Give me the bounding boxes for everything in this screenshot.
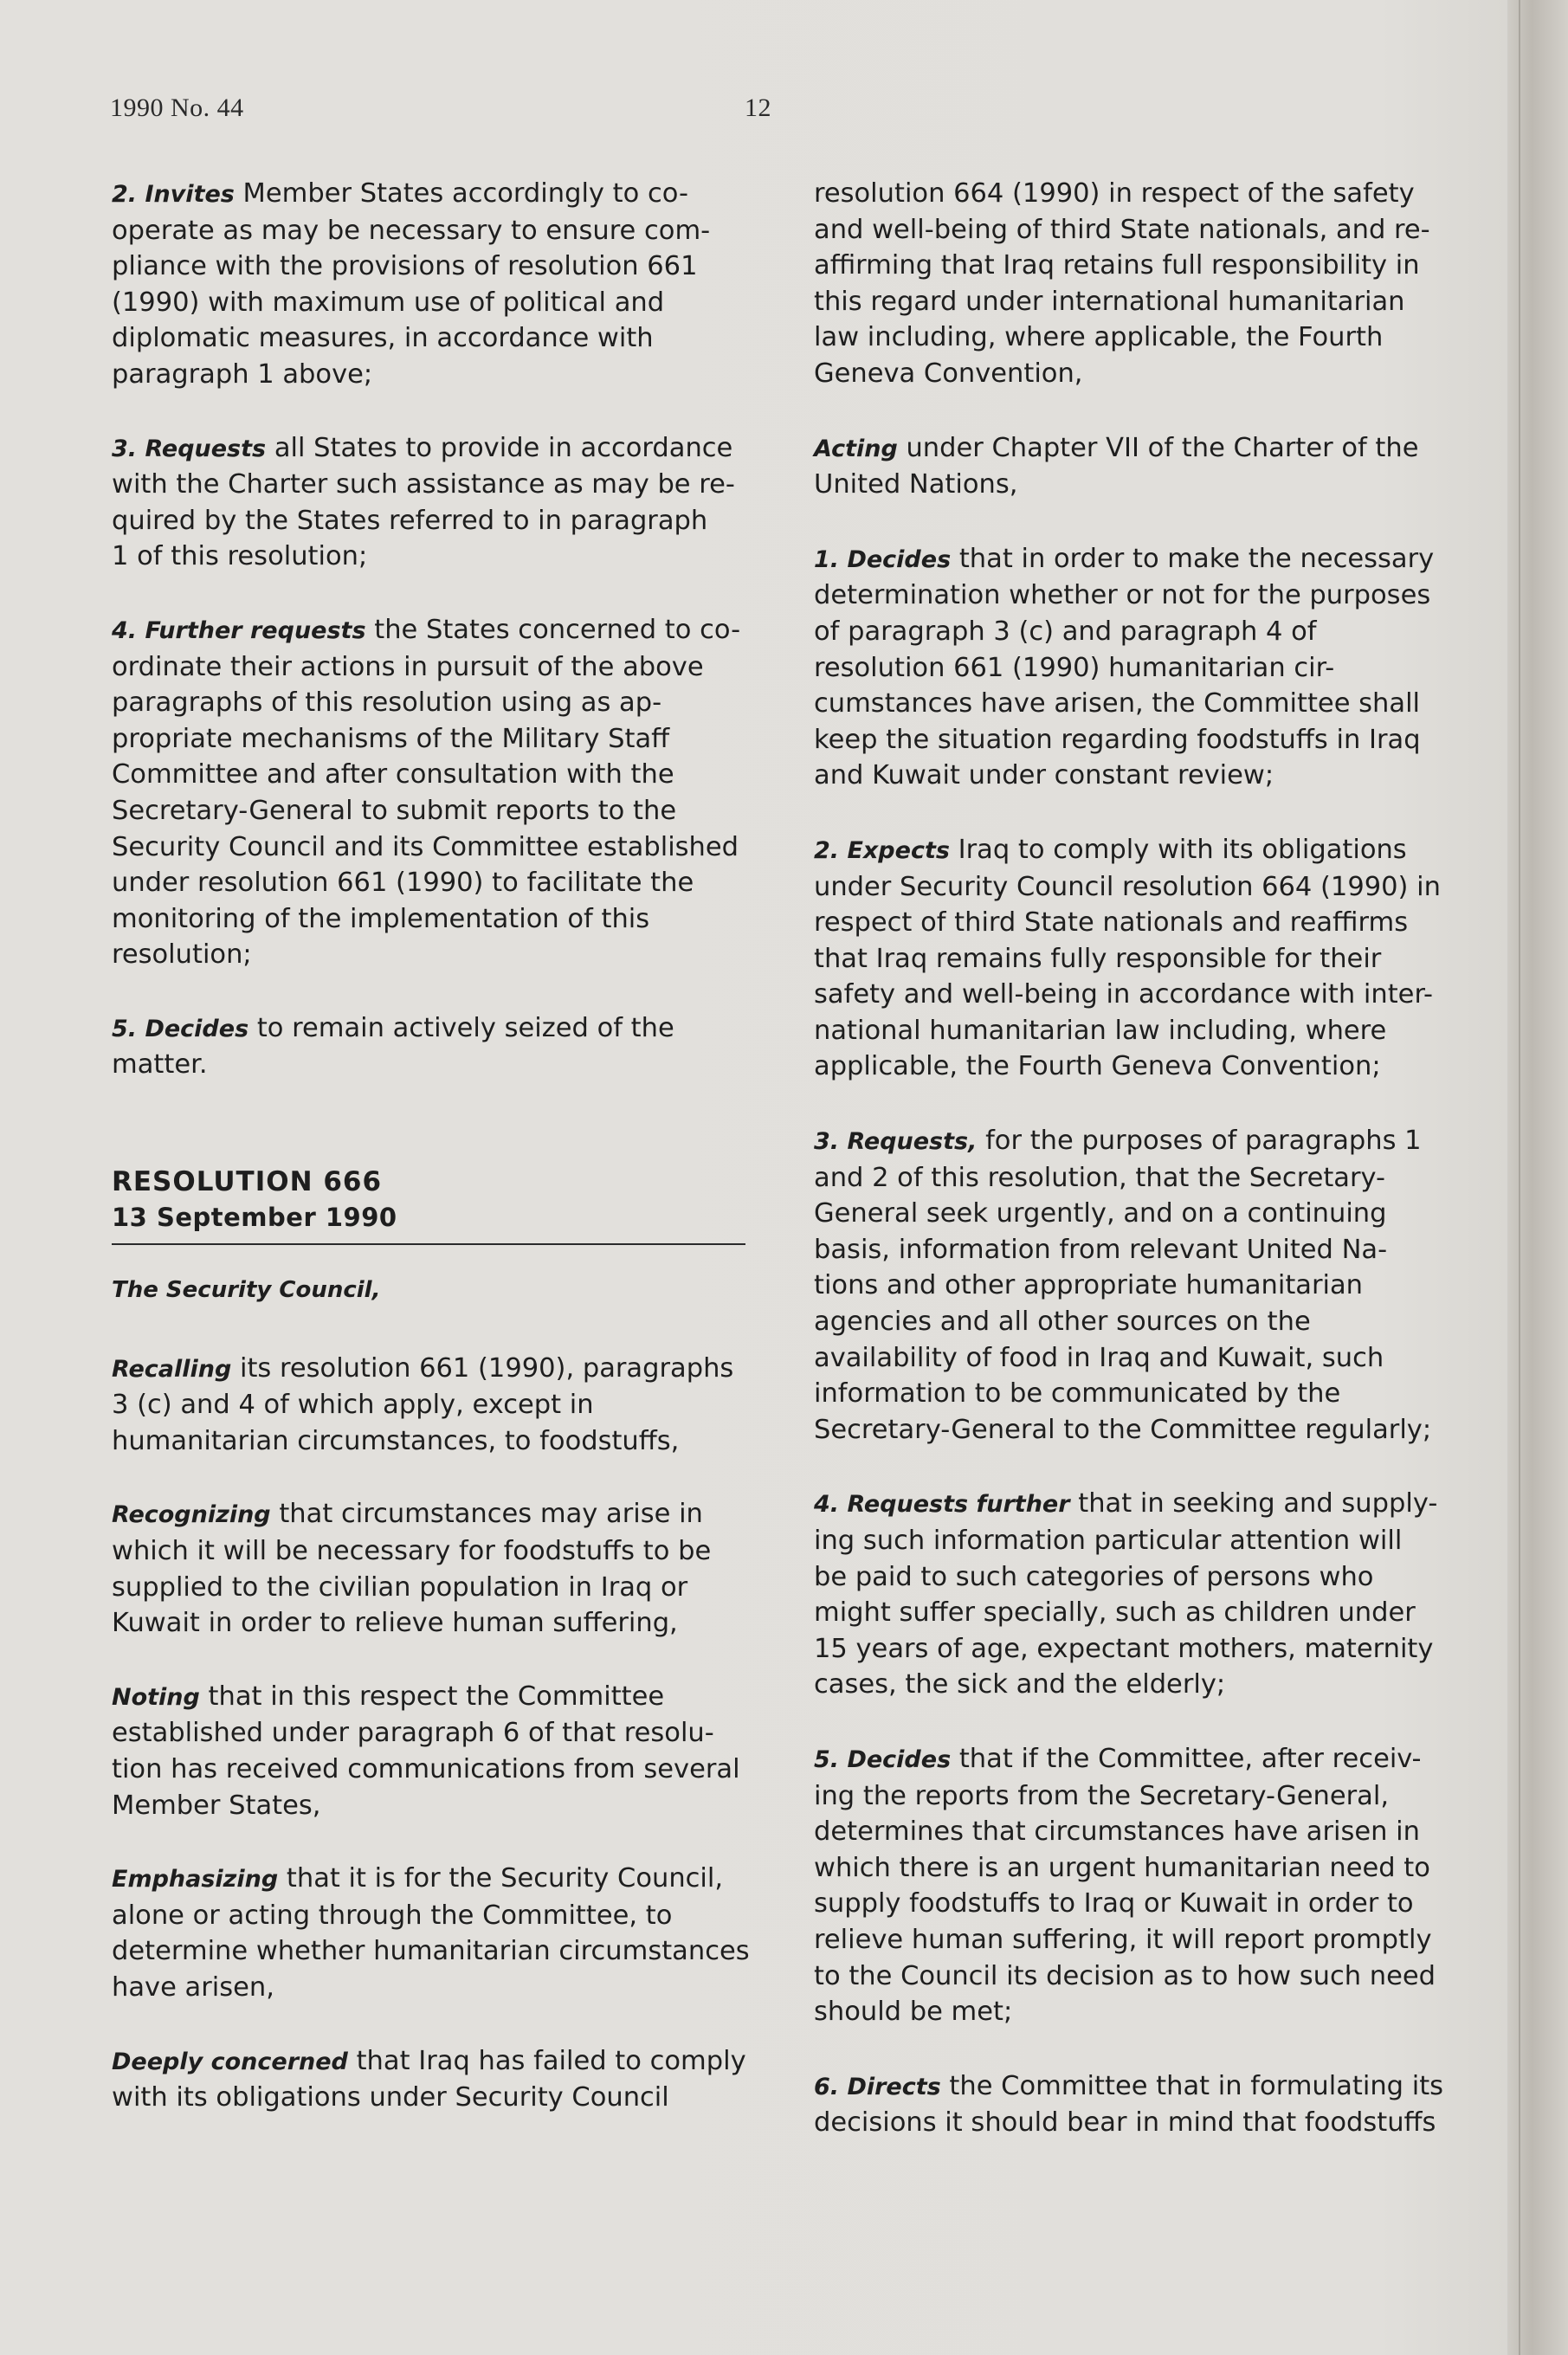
- text-line: [814, 319, 1455, 356]
- line-text: be paid to such categories of persons who: [814, 1561, 1374, 1592]
- line-text: cases, the sick and the elderly;: [814, 1669, 1226, 1700]
- line-text: to the Council its decision as to how such need: [814, 1960, 1436, 1991]
- paragraph-keyword: 3. Requests: [112, 435, 267, 462]
- text-line: [112, 357, 752, 393]
- text-line: [814, 356, 1455, 392]
- paragraph: [112, 1351, 752, 1460]
- year-number: 1990 No. 44: [110, 94, 244, 122]
- line-text: that Iraq has failed to comply: [347, 2045, 746, 2076]
- text-line: [814, 1523, 1455, 1559]
- text-line: [814, 1850, 1455, 1887]
- paragraph-keyword: Recalling: [112, 1355, 232, 1383]
- line-text: supplied to the civilian population in Iraq or: [112, 1571, 688, 1603]
- line-text: availability of food in Iraq and Kuwait, such: [814, 1342, 1384, 1373]
- text-line: [814, 1340, 1455, 1377]
- text-line: [814, 1958, 1455, 1995]
- text-line: [112, 1605, 752, 1642]
- paragraph-keyword: 4. Requests further: [814, 1491, 1070, 1519]
- text-line: [814, 832, 1455, 869]
- line-text: Member States,: [112, 1790, 321, 1821]
- paragraph: [112, 1861, 752, 2005]
- line-text: affirming that Iraq retains full responsibility in: [814, 250, 1420, 281]
- line-text: cumstances have arisen, the Committee shall: [814, 688, 1421, 719]
- line-text: 3 (c) and 4 of which apply, except in: [112, 1390, 594, 1421]
- text-line: [814, 1013, 1455, 1049]
- text-line: [814, 430, 1455, 468]
- line-text: Iraq to comply with its obligations: [949, 834, 1407, 865]
- line-text: decisions it should bear in mind that foodstuffs: [814, 2107, 1436, 2139]
- line-text: tions and other appropriate humanitarian: [814, 1270, 1364, 1301]
- text-line: [112, 685, 752, 721]
- line-text: operate as may be necessary to ensure com-: [112, 215, 711, 246]
- resolution-title: RESOLUTION 666: [112, 1166, 383, 1198]
- line-text: under Chapter VII of the Charter of the: [897, 432, 1419, 463]
- text-line: [814, 577, 1455, 614]
- line-text: and 2 of this resolution, that the Secretary-: [814, 1162, 1386, 1193]
- line-text: law including, where applicable, the Fourth: [814, 322, 1384, 353]
- operative-paragraphs-left: [112, 176, 752, 1083]
- line-text: the Committee that in formulating its: [940, 2070, 1444, 2101]
- paragraph: [112, 176, 752, 393]
- line-text: Secretary-General to submit reports to the: [112, 795, 677, 826]
- binding-gutter: [1507, 0, 1568, 2355]
- line-text: tion has received communications from several: [112, 1754, 740, 1784]
- text-line: [112, 539, 752, 575]
- text-line: [814, 1778, 1455, 1815]
- line-text: under resolution 661 (1990) to facilitate the: [112, 868, 694, 899]
- text-line: [814, 869, 1455, 906]
- paragraph-keyword: 4. Further requests: [112, 616, 366, 644]
- text-line: [112, 1933, 752, 1970]
- text-line: [814, 1994, 1455, 2030]
- text-line: [814, 1741, 1455, 1778]
- line-text: ordinate their actions in pursuit of the above: [112, 651, 704, 682]
- line-text: General seek urgently, and on a continuing: [814, 1198, 1387, 1229]
- paragraph-keyword: Recognizing: [112, 1501, 271, 1529]
- paragraph-keyword: 1. Decides: [814, 545, 952, 573]
- line-text: this regard under international humanitarian: [814, 286, 1405, 317]
- line-text: might suffer specially, such as children under: [814, 1597, 1416, 1629]
- line-text: humanitarian circumstances, to foodstuffs,: [112, 1425, 680, 1456]
- text-line: [112, 1047, 752, 1083]
- text-line: [814, 1412, 1455, 1448]
- text-line: [112, 1351, 752, 1388]
- line-text: to remain actively seized of the: [248, 1012, 674, 1043]
- line-text: established under paragraph 6 of that resolu-: [112, 1718, 714, 1749]
- paragraph: [814, 2068, 1455, 2141]
- line-text: relieve human suffering, it will report promptly: [814, 1924, 1432, 1955]
- line-text: applicable, the Fourth Geneva Convention;: [814, 1051, 1381, 1082]
- text-line: [814, 2105, 1455, 2141]
- text-line: [112, 1570, 752, 1606]
- line-text: which there is an urgent humanitarian need to: [814, 1852, 1430, 1883]
- text-line: [814, 1667, 1455, 1703]
- paragraph: [112, 1010, 752, 1083]
- operative-paragraphs-right: [814, 176, 1455, 2141]
- line-text: Kuwait in order to relieve human suffering,: [112, 1608, 678, 1639]
- text-line: [814, 1123, 1455, 1160]
- text-line: [814, 1268, 1455, 1304]
- text-line: [112, 1387, 752, 1423]
- line-text: United Nations,: [814, 469, 1018, 500]
- paragraph-keyword: 6. Directs: [814, 2073, 941, 2100]
- line-text: determination whether or not for the purposes: [814, 580, 1431, 611]
- line-text: (1990) with maximum use of political and: [112, 287, 665, 318]
- line-text: with the Charter such assistance as may be re-: [112, 469, 735, 500]
- line-text: alone or acting through the Committee, to: [112, 1900, 673, 1931]
- line-text: supply foodstuffs to Iraq or Kuwait in order to: [814, 1888, 1414, 1919]
- line-text: that it is for the Security Council,: [278, 1863, 724, 1894]
- paragraph: [814, 832, 1455, 1085]
- line-text: information to be communicated by the: [814, 1378, 1341, 1410]
- paragraph: [814, 1741, 1455, 2030]
- text-line: [112, 649, 752, 686]
- text-line: [112, 865, 752, 901]
- text-line: [814, 1559, 1455, 1596]
- paragraph: [112, 612, 752, 973]
- paragraph: [112, 1496, 752, 1641]
- paragraph-keyword: 5. Decides: [814, 1745, 952, 1773]
- line-text: monitoring of the implementation of this: [112, 903, 650, 934]
- text-line: [112, 1970, 752, 2006]
- text-line: [112, 721, 752, 758]
- text-line: [112, 937, 752, 973]
- line-text: resolution;: [112, 939, 252, 971]
- text-line: [112, 430, 752, 468]
- paragraph: [814, 430, 1455, 503]
- line-text: Member States accordingly to co-: [234, 178, 688, 209]
- line-text: determines that circumstances have arisen in: [814, 1816, 1420, 1848]
- paragraph-keyword: 3. Requests,: [814, 1128, 978, 1156]
- text-line: [112, 1423, 752, 1460]
- line-text: pliance with the provisions of resolution 661: [112, 251, 698, 282]
- text-line: [814, 614, 1455, 650]
- line-text: Committee and after consultation with the: [112, 759, 674, 790]
- text-line: [814, 248, 1455, 284]
- text-line: [814, 176, 1455, 212]
- line-text: which it will be necessary for foodstuffs to be: [112, 1536, 712, 1567]
- text-line: [814, 650, 1455, 687]
- line-text: that in order to make the necessary: [951, 543, 1435, 574]
- line-text: keep the situation regarding foodstuffs in Iraq: [814, 724, 1421, 755]
- text-line: [112, 2043, 752, 2081]
- text-line: [112, 320, 752, 357]
- paragraph: [814, 1486, 1455, 1703]
- line-text: 15 years of age, expectant mothers, maternity: [814, 1633, 1434, 1664]
- paragraph-keyword: Deeply concerned: [112, 2048, 348, 2075]
- text-line: [814, 977, 1455, 1013]
- line-text: propriate mechanisms of the Military Staff: [112, 723, 670, 754]
- line-text: the States concerned to co-: [365, 614, 741, 645]
- text-line: [814, 1048, 1455, 1085]
- text-line: [112, 829, 752, 866]
- text-line: [814, 212, 1455, 248]
- line-text: Geneva Convention,: [814, 358, 1083, 389]
- line-text: that Iraq remains fully responsible for their: [814, 943, 1382, 974]
- line-text: with its obligations under Security Council: [112, 2082, 669, 2113]
- text-line: [814, 1814, 1455, 1850]
- line-text: ing such information particular attention will: [814, 1526, 1403, 1556]
- page-header: [110, 94, 1409, 128]
- paragraph: [814, 541, 1455, 794]
- paragraph: [814, 1123, 1455, 1448]
- text-line: [112, 1010, 752, 1048]
- line-text: resolution 661 (1990) humanitarian cir-: [814, 652, 1335, 683]
- paragraph-keyword: Emphasizing: [112, 1866, 279, 1894]
- text-line: [112, 901, 752, 938]
- text-line: [112, 285, 752, 321]
- line-text: and well-being of third State nationals, and re-: [814, 214, 1430, 245]
- right-column: [814, 176, 1455, 2179]
- text-line: [112, 1788, 752, 1824]
- binding-edge: [1519, 0, 1520, 2355]
- text-line: [814, 1376, 1455, 1412]
- line-text: that in this respect the Committee: [199, 1681, 665, 1712]
- text-line: [814, 467, 1455, 503]
- line-text: that in seeking and supply-: [1069, 1488, 1438, 1519]
- preamble-heading: The Security Council,: [112, 1277, 381, 1304]
- text-line: [814, 1922, 1455, 1958]
- line-text: that circumstances may arise in: [270, 1499, 703, 1530]
- text-line: [112, 213, 752, 249]
- line-text: 1 of this resolution;: [112, 541, 368, 572]
- text-line: [814, 1886, 1455, 1922]
- line-text: quired by the States referred to in paragraph: [112, 505, 708, 536]
- text-line: [112, 1898, 752, 1934]
- preamble-paragraphs: [112, 1351, 752, 2116]
- line-text: Security Council and its Committee established: [112, 831, 739, 862]
- text-line: [814, 1631, 1455, 1668]
- heading-rule: [112, 1243, 745, 1245]
- text-line: [112, 2080, 752, 2116]
- paragraph-keyword: 5. Decides: [112, 1015, 249, 1042]
- page-number: 12: [745, 94, 771, 122]
- line-text: determine whether humanitarian circumstances: [112, 1936, 750, 1967]
- line-text: ing the reports from the Secretary-General,: [814, 1780, 1390, 1811]
- text-line: [814, 758, 1455, 794]
- paragraph: [112, 1679, 752, 1823]
- text-line: [112, 1715, 752, 1752]
- line-text: its resolution 661 (1990), paragraphs: [231, 1352, 734, 1384]
- paragraph-keyword: Noting: [112, 1683, 200, 1711]
- text-line: [814, 2068, 1455, 2106]
- text-line: [814, 541, 1455, 578]
- line-text: under Security Council resolution 664 (1990) in: [814, 871, 1441, 902]
- text-line: [112, 176, 752, 213]
- line-text: Secretary-General to the Committee regularly;: [814, 1414, 1432, 1445]
- line-text: all States to provide in accordance: [266, 432, 733, 463]
- text-line: [112, 1679, 752, 1716]
- line-text: that if the Committee, after receiv-: [951, 1743, 1422, 1774]
- text-line: [814, 1486, 1455, 1523]
- text-line: [112, 1861, 752, 1898]
- text-line: [814, 722, 1455, 758]
- text-line: [112, 1496, 752, 1533]
- line-text: paragraphs of this resolution using as ap-: [112, 687, 662, 719]
- paragraph-keyword: 2. Invites: [112, 181, 235, 208]
- paragraph: [112, 430, 752, 575]
- line-text: should be met;: [814, 1997, 1013, 2028]
- line-text: of paragraph 3 (c) and paragraph 4 of: [814, 616, 1317, 647]
- text-line: [112, 467, 752, 503]
- line-text: resolution 664 (1990) in respect of the safety: [814, 178, 1415, 209]
- text-line: [112, 793, 752, 829]
- line-text: paragraph 1 above;: [112, 358, 373, 390]
- text-line: [112, 503, 752, 539]
- text-line: [814, 1196, 1455, 1232]
- line-text: agencies and all other sources on the: [814, 1307, 1311, 1338]
- line-text: respect of third State nationals and reaffirms: [814, 907, 1409, 939]
- text-line: [112, 1533, 752, 1570]
- paragraph-keyword: Acting: [814, 435, 898, 462]
- paragraph: [814, 176, 1455, 392]
- text-line: [814, 1160, 1455, 1197]
- line-text: have arisen,: [112, 1971, 274, 2003]
- text-line: [814, 1232, 1455, 1268]
- line-text: for the purposes of paragraphs 1: [977, 1126, 1422, 1157]
- paragraph: [112, 2043, 752, 2116]
- text-line: [814, 1304, 1455, 1340]
- text-line: [112, 757, 752, 793]
- resolution-heading: [112, 1165, 752, 1245]
- text-line: [112, 1752, 752, 1788]
- text-line: [814, 1595, 1455, 1631]
- text-line: [112, 612, 752, 649]
- line-text: safety and well-being in accordance with inter-: [814, 979, 1434, 1010]
- text-line: [814, 941, 1455, 977]
- line-text: national humanitarian law including, where: [814, 1015, 1387, 1046]
- text-line: [814, 686, 1455, 722]
- line-text: diplomatic measures, in accordance with: [112, 323, 654, 354]
- resolution-date: 13 September 1990: [112, 1203, 397, 1233]
- line-text: basis, information from relevant United Na-: [814, 1234, 1388, 1265]
- text-line: [814, 905, 1455, 941]
- left-column: [112, 176, 752, 2153]
- line-text: matter.: [112, 1049, 208, 1081]
- line-text: and Kuwait under constant review;: [814, 760, 1274, 791]
- paragraph-keyword: 2. Expects: [814, 836, 950, 864]
- text-line: [814, 284, 1455, 320]
- text-line: [112, 248, 752, 285]
